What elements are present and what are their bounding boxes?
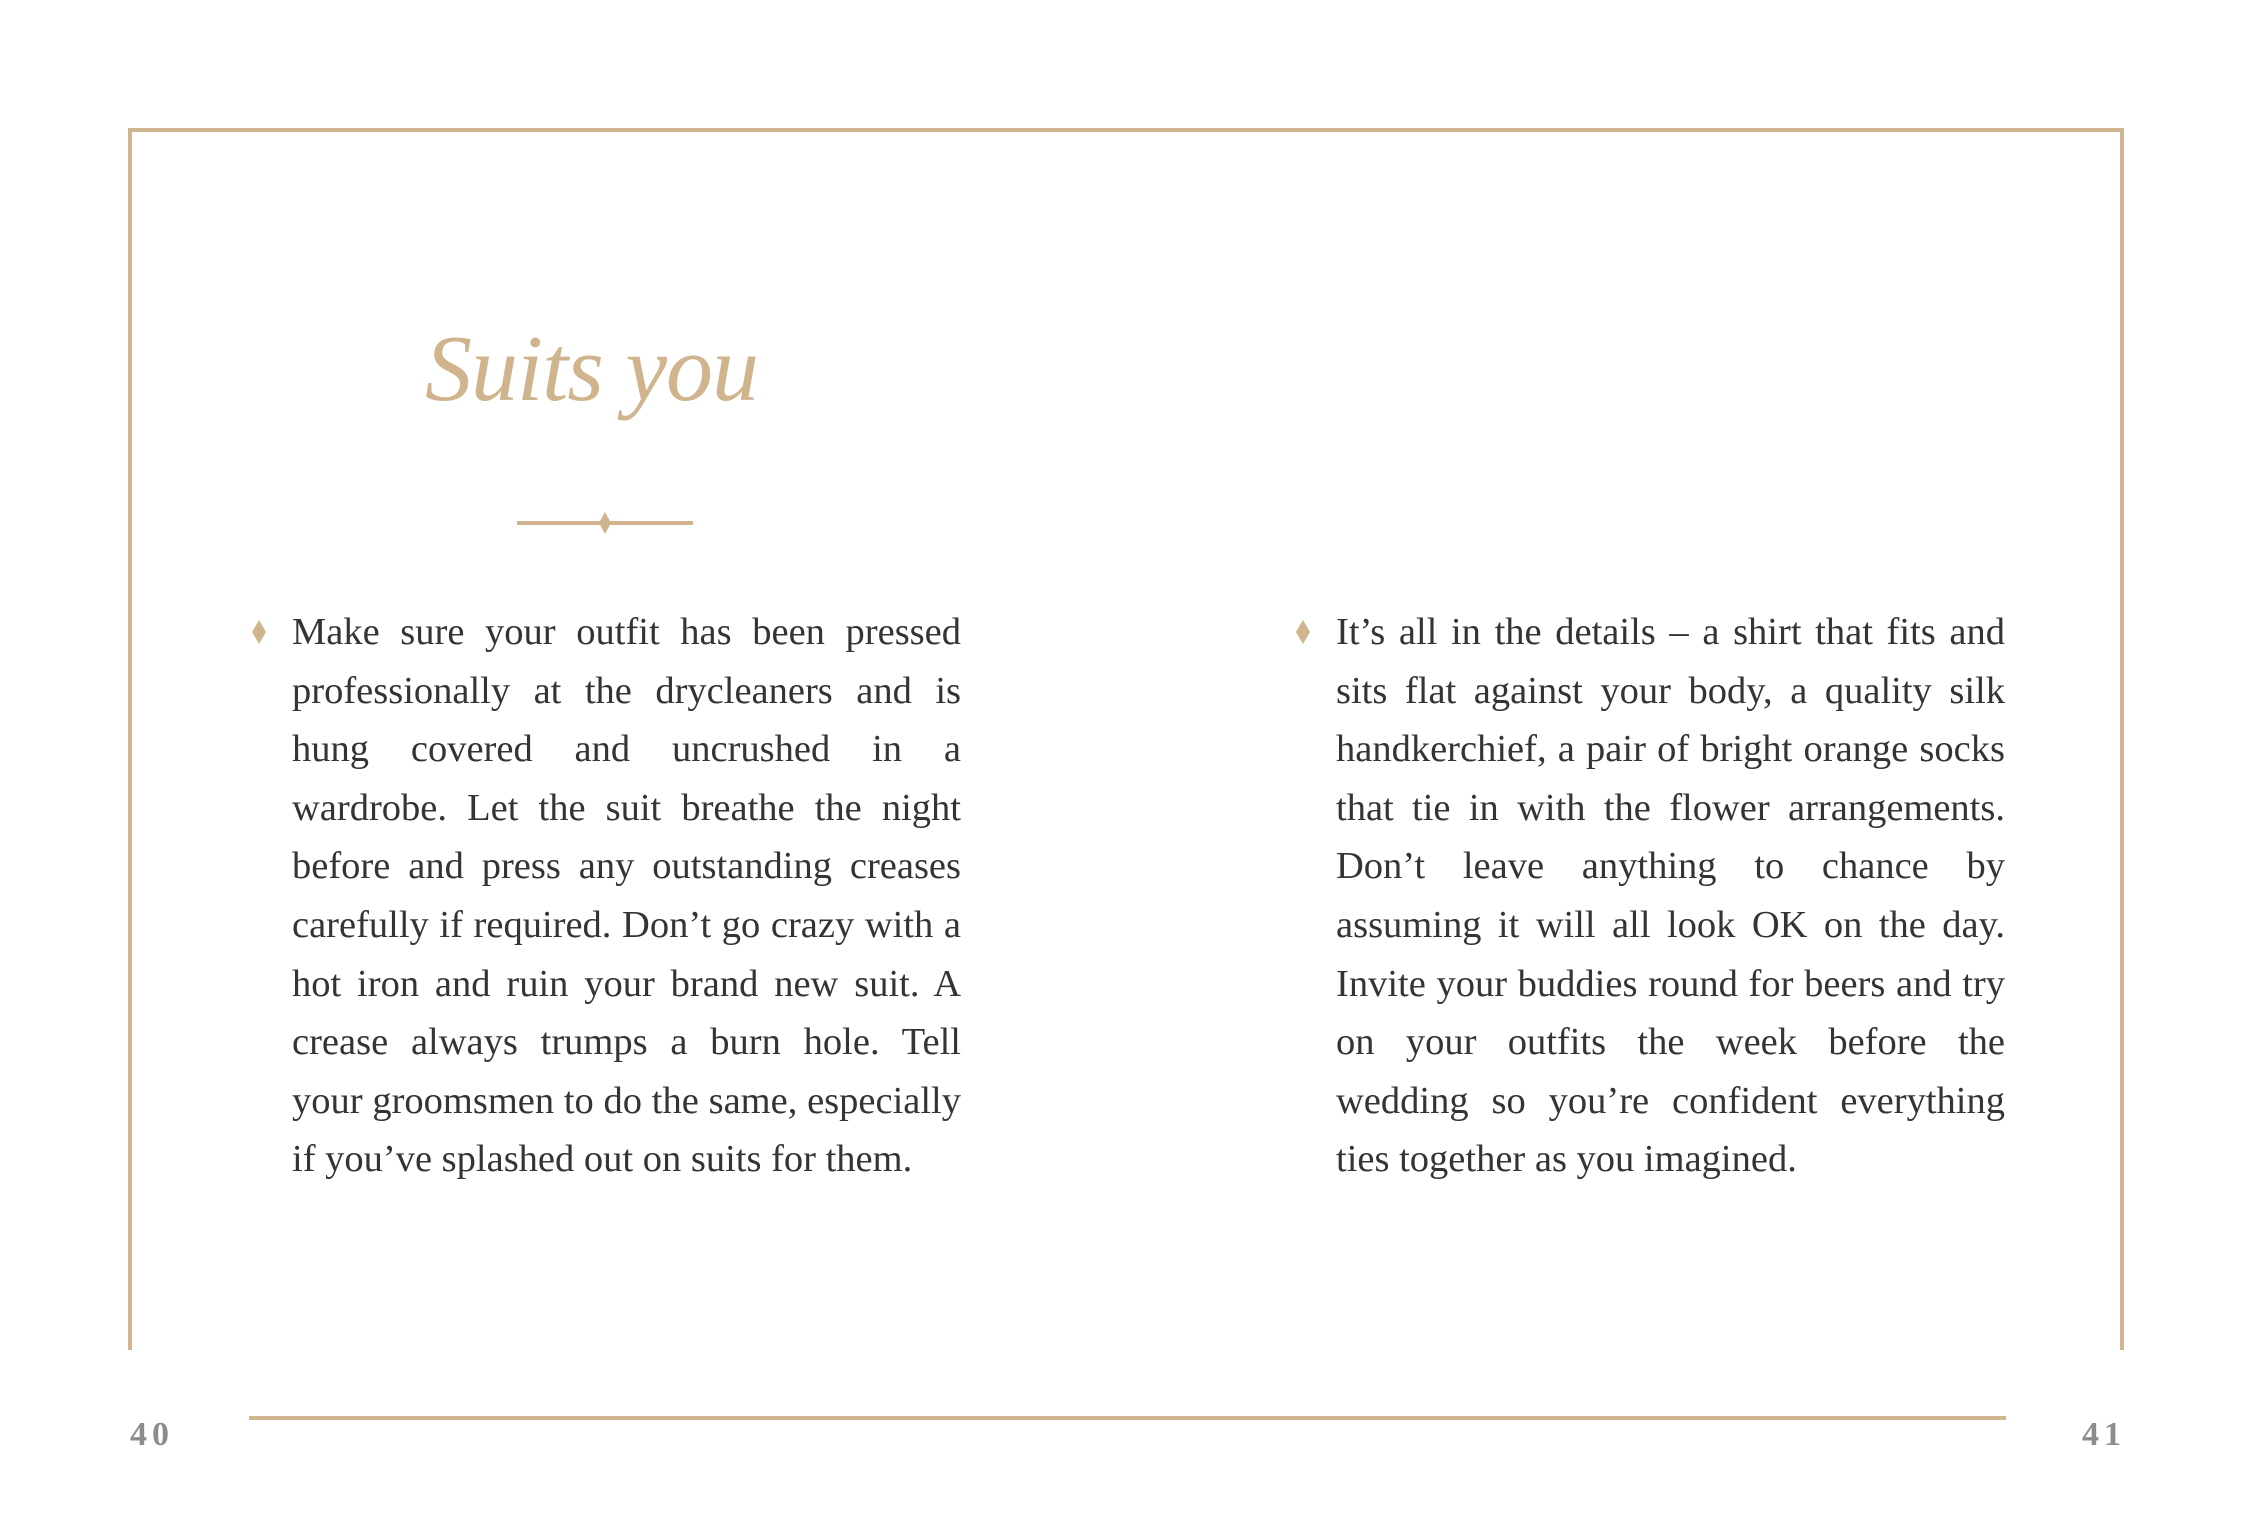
tip-item-details <box>1292 603 2037 1189</box>
tip-item-pressing <box>248 603 993 1189</box>
ornamental-divider <box>515 500 695 546</box>
page-number-right: 41 <box>2082 1416 2126 1453</box>
page-title: Suits you <box>425 317 759 421</box>
diamond-icon <box>1292 617 1314 647</box>
tip-text: Make sure your outfit has been pressed professionally at the drycleaners and is hung covered and uncrushed in a wardrobe. Let the suit breathe the night before and press any outstanding creases carefully if required. Don’t go crazy with a hot iron and ruin your brand new suit. A crease always trumps a burn hole. Tell your groomsmen to do the same, especially if you’ve splashed out on suits for them. <box>292 611 961 1181</box>
footer-divider <box>249 1416 2006 1420</box>
page-number-left: 40 <box>130 1416 174 1453</box>
diamond-icon <box>248 617 270 647</box>
tip-text: It’s all in the details – a shirt that fits and sits flat against your body, a quality silk handkerchief, a pair of bright orange socks that tie in with the flower arrangements. Don’t leave anything to chance by assuming it will all look OK on the day. Invite your buddies round for beers and try on your outfits the week before the wedding so you’re confident everything ties together as you imagined. <box>1336 611 2005 1181</box>
divider-diamond-icon <box>599 512 611 534</box>
